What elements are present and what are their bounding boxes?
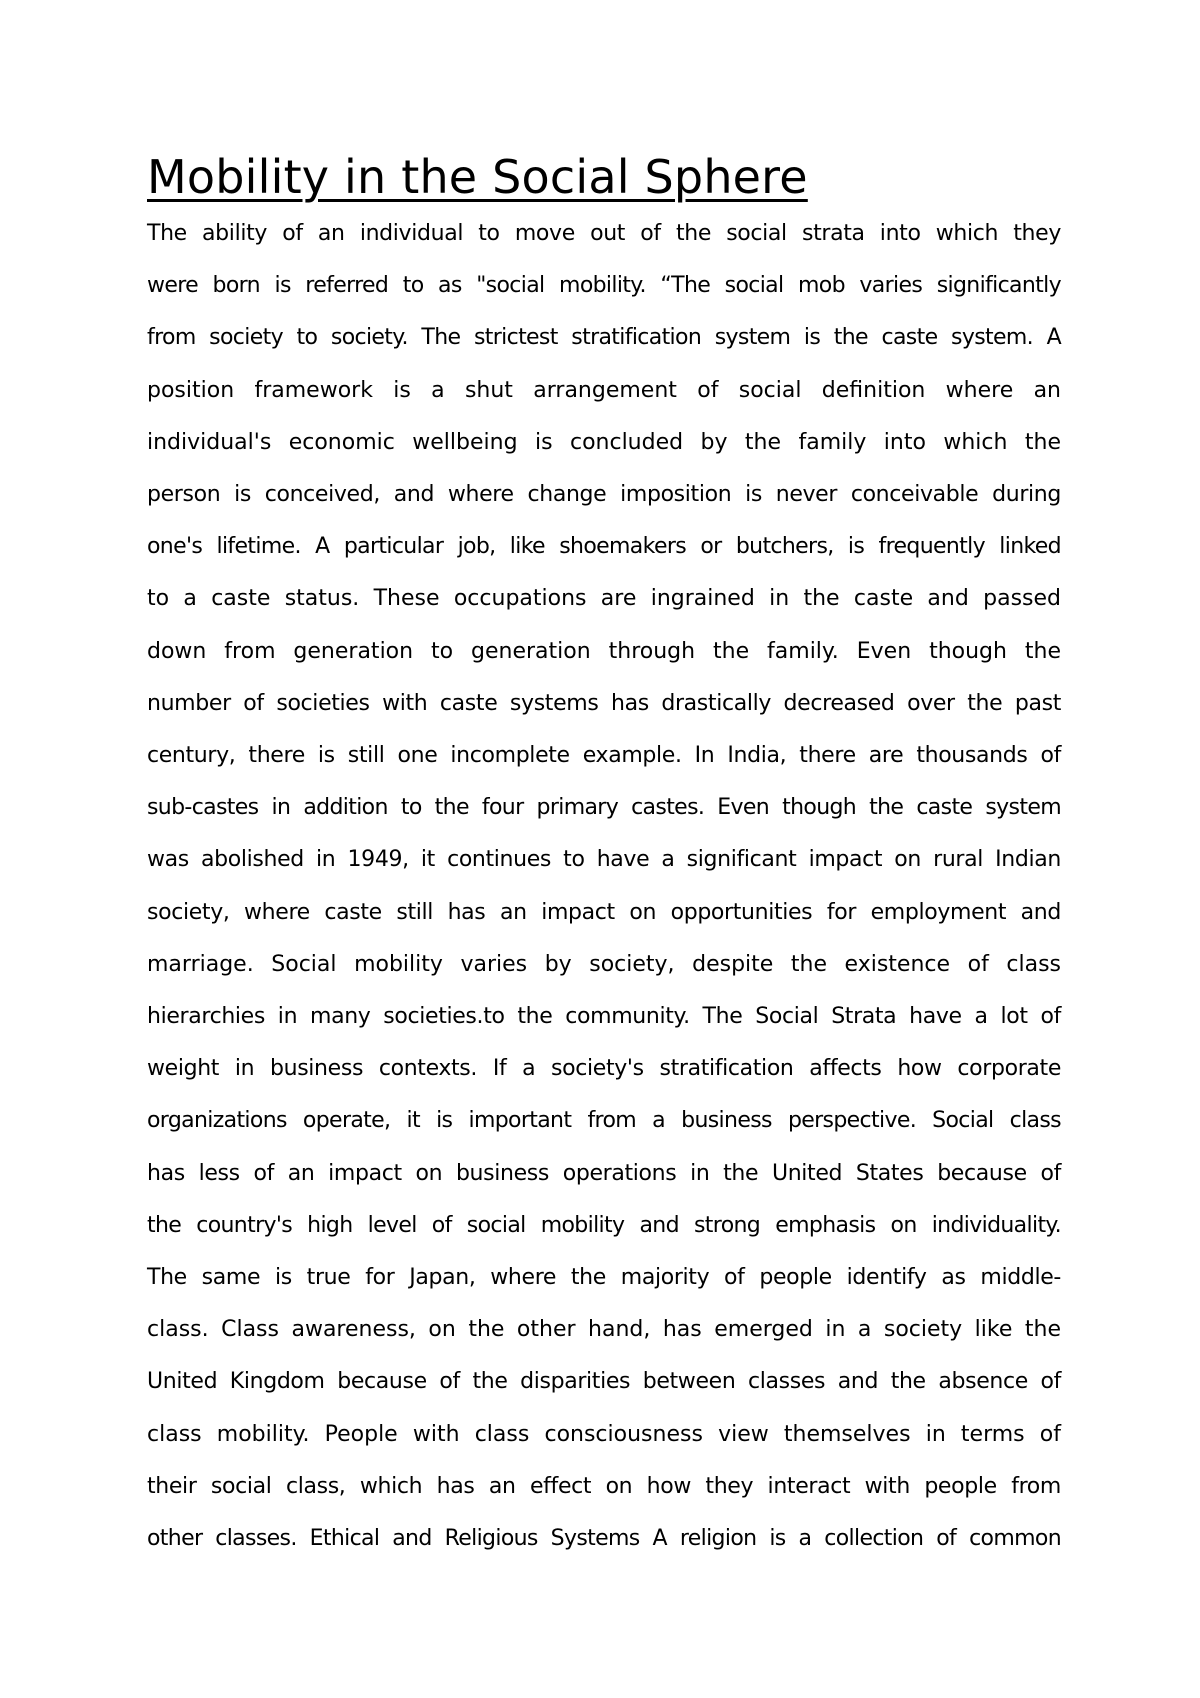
body-line: United Kingdom because of the disparities between classes and the absence of	[147, 1369, 1061, 1395]
body-line: to a caste status. These occupations are ingrained in the caste and passed	[147, 586, 1061, 612]
body-line: society, where caste still has an impact on opportunities for employment and	[147, 899, 1061, 925]
body-line: has less of an impact on business operations in the United States because of	[147, 1160, 1061, 1186]
body-line: position framework is a shut arrangement of social definition where an	[147, 377, 1061, 403]
body-line: were born is referred to as "social mobility. “The social mob varies significantly	[147, 273, 1061, 299]
body-line: sub-castes in addition to the four primary castes. Even though the caste system	[147, 795, 1061, 821]
body-line: the country's high level of social mobility and strong emphasis on individuality.	[147, 1212, 1061, 1238]
document-page	[147, 148, 1061, 1565]
document-title: Mobility in the Social Sphere	[147, 150, 808, 204]
body-line: class mobility. People with class consciousness view themselves in terms of	[147, 1421, 1061, 1447]
body-line: hierarchies in many societies.to the community. The Social Strata have a lot of	[147, 1004, 1061, 1030]
body-line: marriage. Social mobility varies by society, despite the existence of class	[147, 951, 1061, 977]
body-line: weight in business contexts. If a society's stratification affects how corporate	[147, 1056, 1061, 1082]
body-line: from society to society. The strictest stratification system is the caste system. A	[147, 325, 1061, 351]
body-line: organizations operate, it is important from a business perspective. Social class	[147, 1108, 1061, 1134]
document-body	[147, 208, 1061, 1565]
body-line: was abolished in 1949, it continues to have a significant impact on rural Indian	[147, 847, 1061, 873]
body-line: century, there is still one incomplete example. In India, there are thousands of	[147, 743, 1061, 769]
body-line: The same is true for Japan, where the majority of people identify as middle-	[147, 1265, 1061, 1291]
body-line: number of societies with caste systems has drastically decreased over the past	[147, 690, 1061, 716]
body-line: one's lifetime. A particular job, like shoemakers or butchers, is frequently linked	[147, 534, 1061, 560]
body-line: person is conceived, and where change imposition is never conceivable during	[147, 482, 1061, 508]
body-line: individual's economic wellbeing is concluded by the family into which the	[147, 429, 1061, 455]
body-line: other classes. Ethical and Religious Systems A religion is a collection of common	[147, 1526, 1061, 1552]
body-line: down from generation to generation through the family. Even though the	[147, 638, 1061, 664]
body-line: The ability of an individual to move out of the social strata into which they	[147, 221, 1061, 246]
body-line: class. Class awareness, on the other hand, has emerged in a society like the	[147, 1317, 1061, 1343]
body-line: their social class, which has an effect on how they interact with people from	[147, 1473, 1061, 1499]
